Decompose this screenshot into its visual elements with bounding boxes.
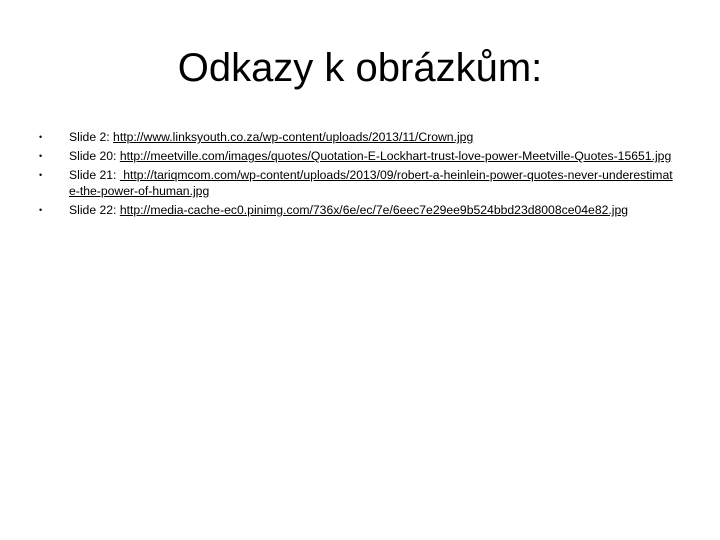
reference-link[interactable]: http://tariqmcom.com/wp-content/uploads/2013/09/robert-a-heinlein-power-quotes-never-underestimate-the-power-of-human.jpg	[69, 168, 673, 198]
list-item	[36, 202, 676, 218]
bullet-icon: •	[39, 170, 43, 180]
bullet-icon: •	[39, 205, 43, 215]
reference-link[interactable]: http://www.linksyouth.co.za/wp-content/uploads/2013/11/Crown.jpg	[113, 130, 474, 144]
list-item	[36, 167, 676, 199]
reference-label: Slide 21:	[69, 168, 120, 182]
slide-title: Odkazy k obrázkům:	[177, 46, 543, 90]
reference-link[interactable]: http://media-cache-ec0.pinimg.com/736x/6e/ec/7e/6eec7e29ee9b524bbd23d8008ce04e82.jpg	[119, 203, 629, 217]
reference-link[interactable]: http://meetville.com/images/quotes/Quotation-E-Lockhart-trust-love-power-Meetville-Quotes-15651.jpg	[119, 149, 672, 163]
bullet-icon: •	[39, 151, 43, 161]
list-item	[36, 148, 676, 164]
reference-list	[36, 129, 676, 221]
reference-label: Slide 2:	[69, 130, 114, 144]
bullet-icon: •	[39, 132, 43, 142]
reference-label: Slide 20:	[69, 149, 120, 163]
reference-label: Slide 22:	[69, 203, 120, 217]
list-item	[36, 129, 676, 145]
